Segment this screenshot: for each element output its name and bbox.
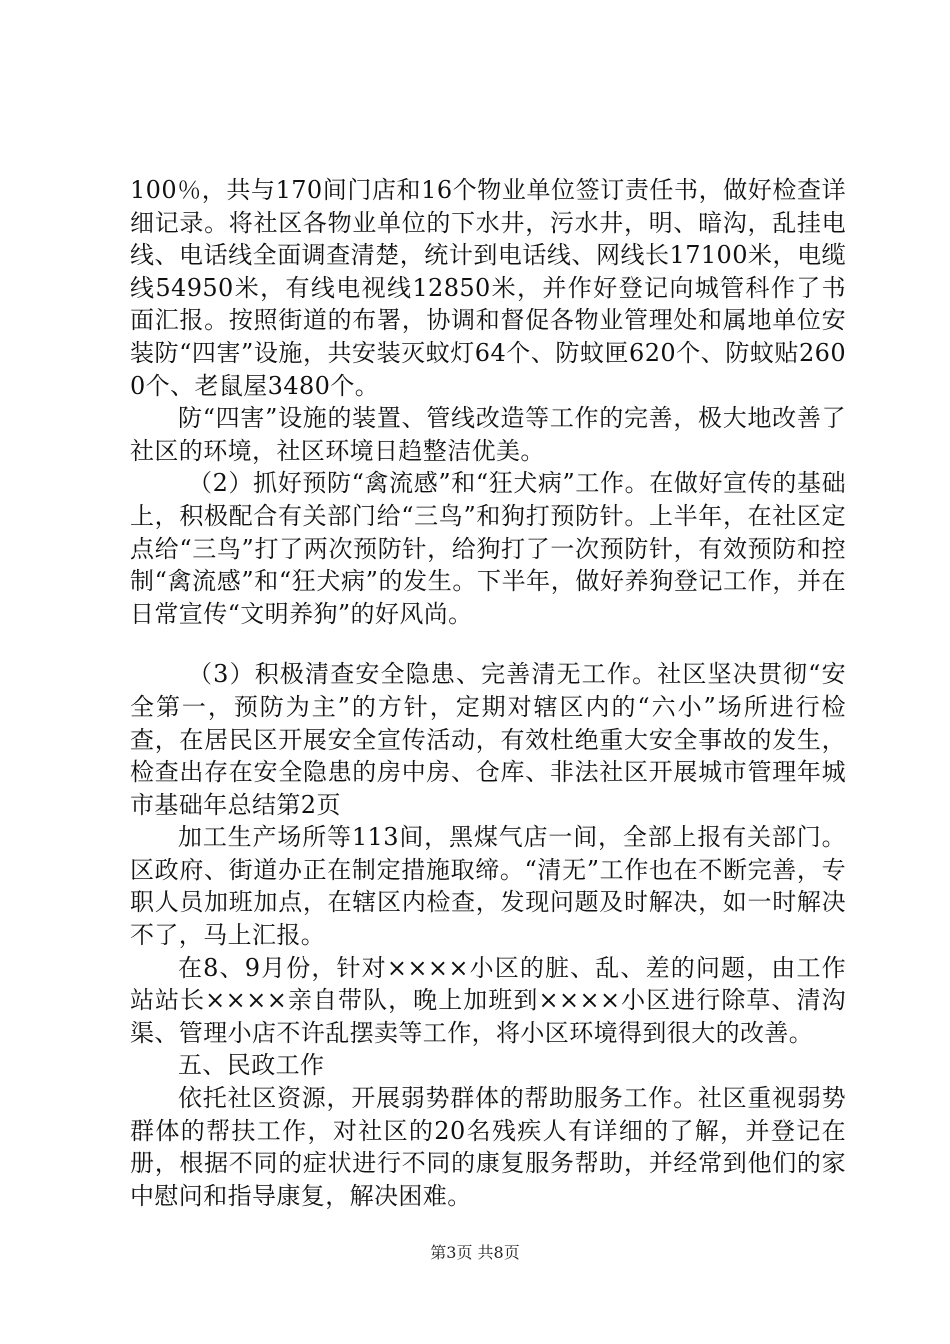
document-body [130, 174, 846, 1212]
paragraph-bird-flu-rabies: （2）抓好预防“禽流感”和“狂犬病”工作。在做好宣传的基础上，积极配合有关部门给“三鸟”和狗打预防针。上半年，在社区定点给“三鸟”打了两次预防针，给狗打了一次预防针，有效预防和控制“禽流感”和“狂犬病”的发生。下半年，做好养狗登记工作，并在日常宣传“文明养狗”的好风尚。 [130, 469, 846, 628]
paragraph-four-pests-result: 防“四害”设施的装置、管线改造等工作的完善，极大地改善了社区的环境，社区环境日趋整洁优美。 [130, 404, 846, 465]
section-heading-civil-affairs: 五、民政工作 [178, 1051, 325, 1080]
paragraph-processing-sites: 加工生产场所等113间，黑煤气店一间，全部上报有关部门。区政府、街道办正在制定措施取缔。“清无”工作也在不断完善，专职人员加班加点，在辖区内检查，发现问题及时解决，如一时解决不了，马上汇报。 [130, 823, 846, 950]
paragraph-community-cleanup: 在8、9月份，针对××××小区的脏、乱、差的问题，由工作站站长××××亲自带队，晚上加班到××××小区进行除草、清沟渠、管理小店不许乱摆卖等工作，将小区环境得到很大的改善。 [130, 953, 846, 1047]
paragraph-inspection-records: 100％，共与170间门店和16个物业单位签订责任书，做好检查详细记录。将社区各物业单位的下水井，污水井，明、暗沟，乱挂电线、电话线全面调查清楚，统计到电话线、网线长17100米，电缆线54950米，有线电视线12850米，并作好登记向城管科作了书面汇报。按照街道的布署，协调和督促各物业管理处和属地单位安装防“四害”设施，共安装灭蚊灯64个、防蚊匣620个、防蚊贴2600个、老鼠屋3480个。 [130, 176, 846, 400]
paragraph-vulnerable-groups: 依托社区资源，开展弱势群体的帮助服务工作。社区重视弱势群体的帮扶工作，对社区的20名残疾人有详细的了解，并登记在册，根据不同的症状进行不同的康复服务帮助，并经常到他们的家中慰问和指导康复，解决困难。 [130, 1084, 846, 1210]
paragraph-safety-hazards: （3）积极清查安全隐患、完善清无工作。社区坚决贯彻“安全第一，预防为主”的方针，定期对辖区内的“六小”场所进行检查，在居民区开展安全宣传活动，有效杜绝重大安全事故的发生，检查出存在安全隐患的房中房、仓库、非法社区开展城市管理年城市基础年总结第2页 [130, 660, 846, 819]
page-number-footer: 第3页 共8页 [430, 1243, 520, 1262]
